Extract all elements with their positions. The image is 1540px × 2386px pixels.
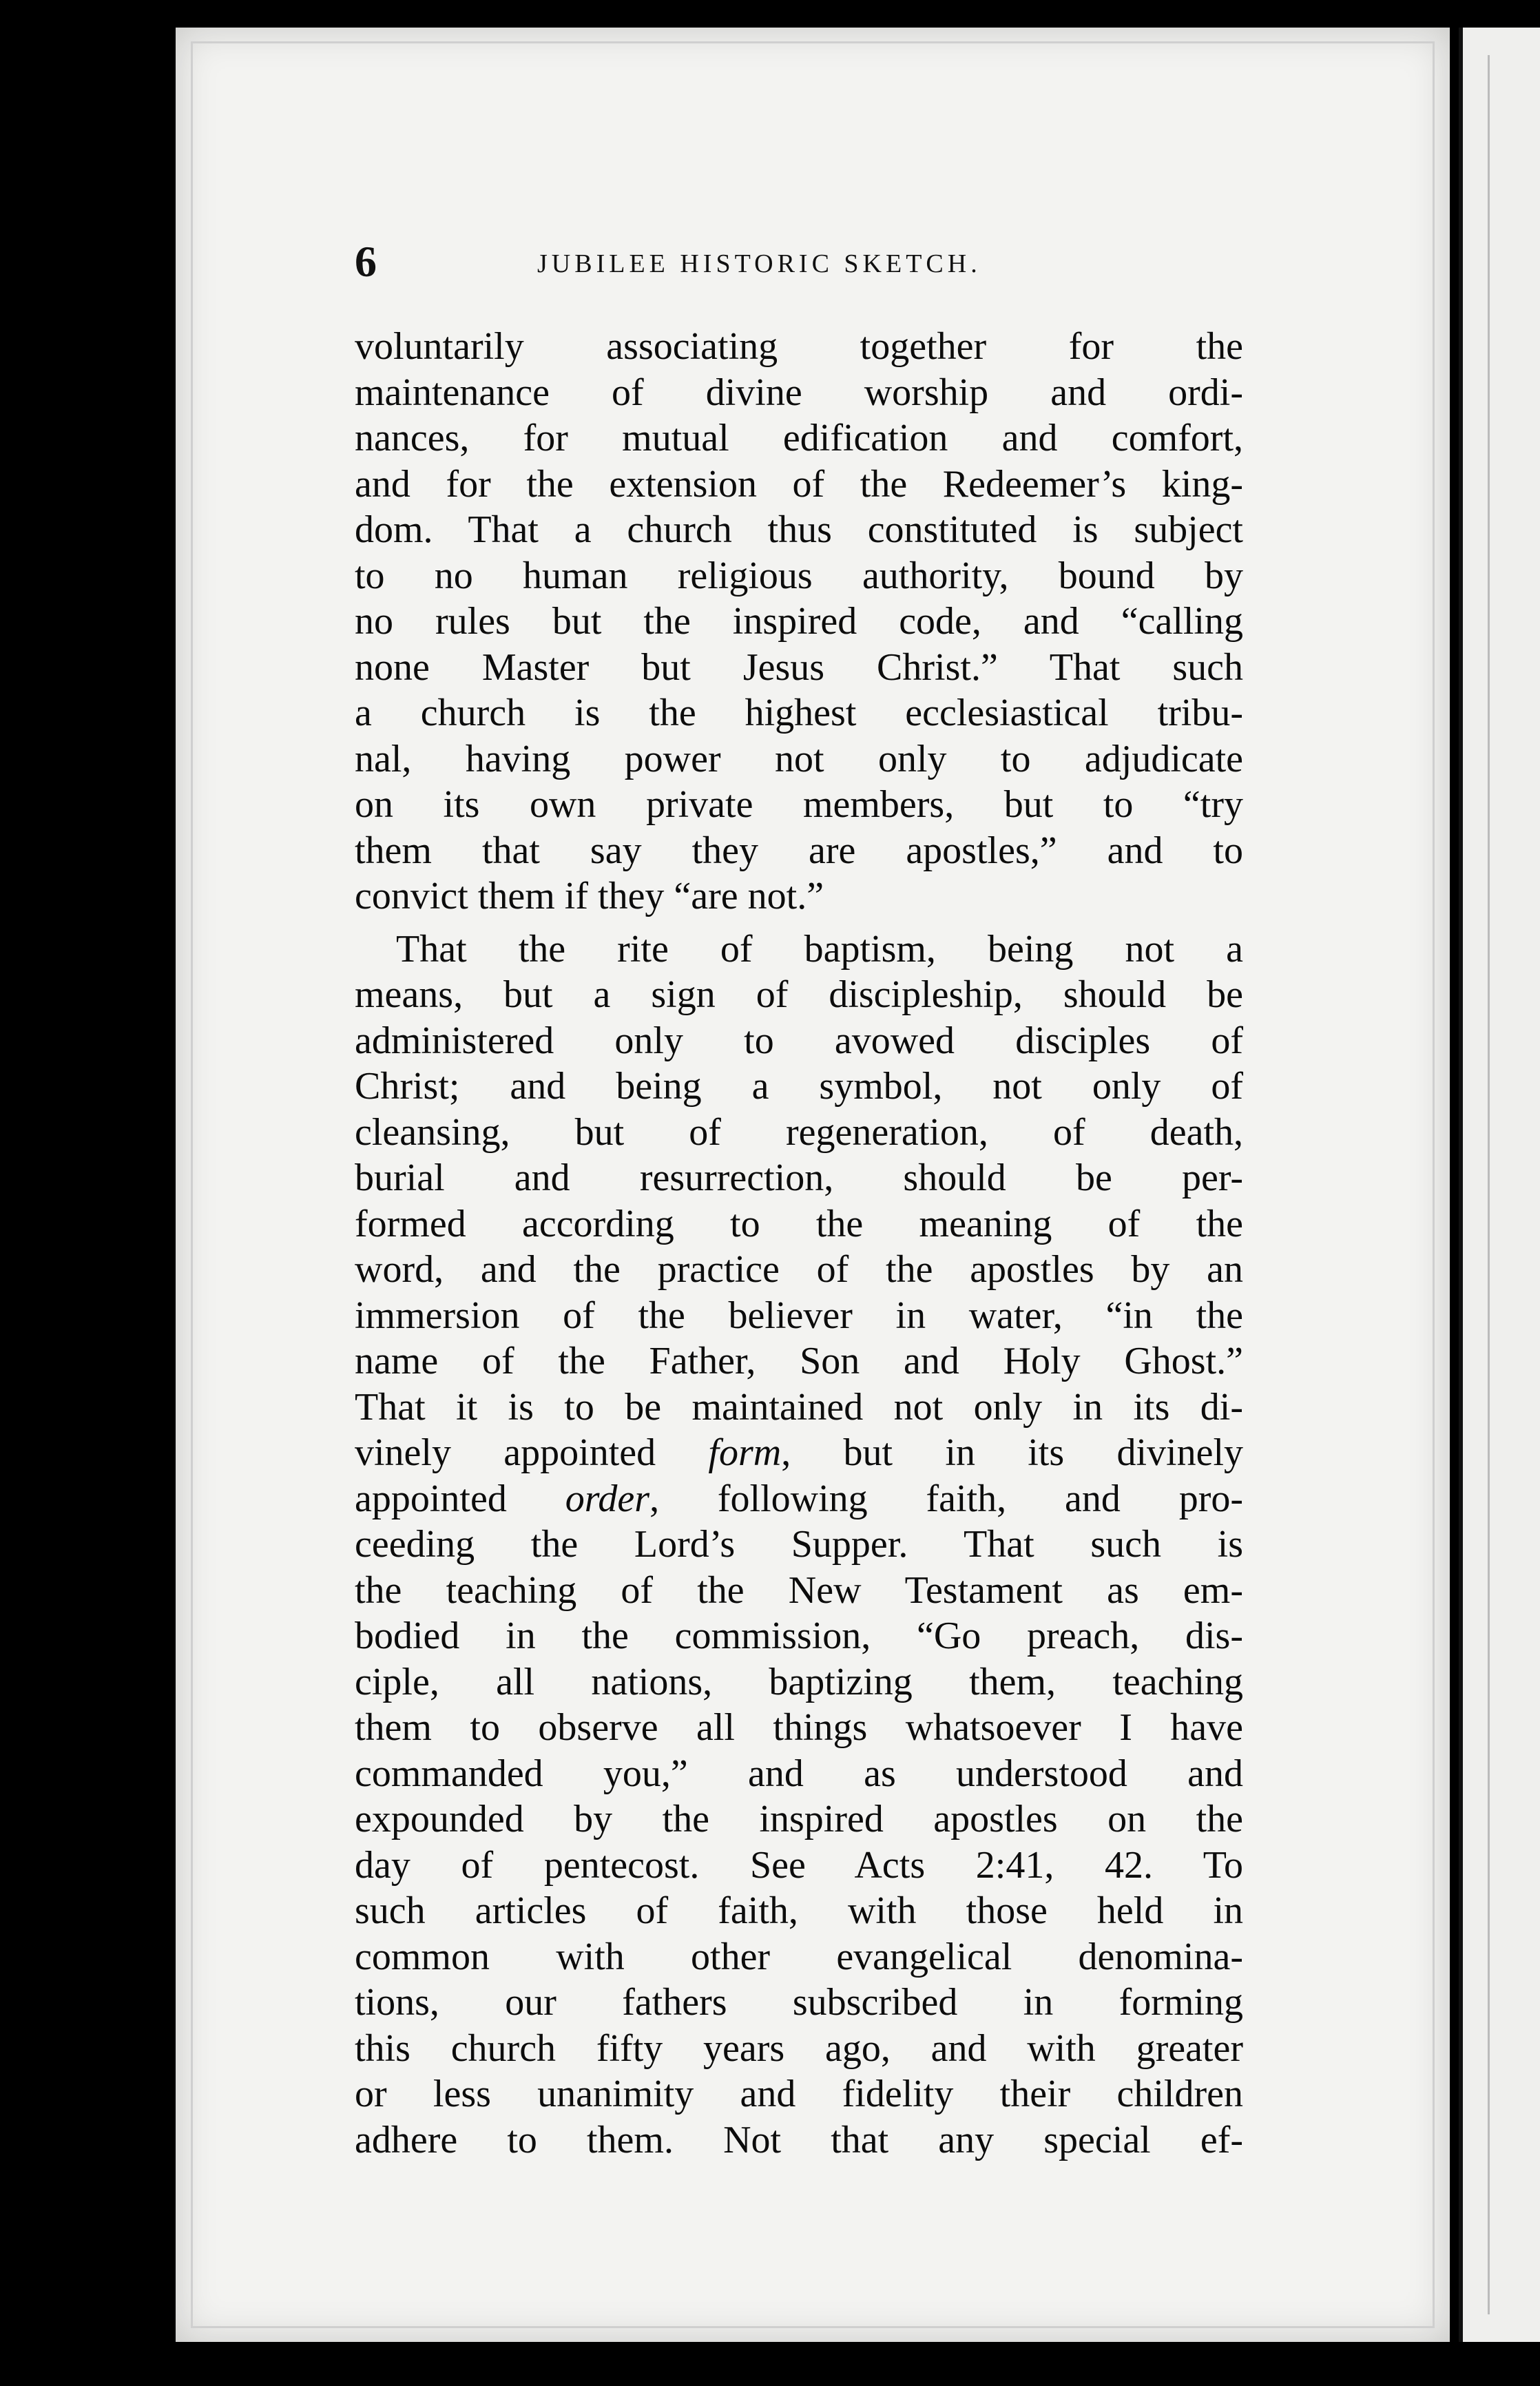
text-line: nal, having power not only to adjudicate <box>355 737 1243 780</box>
body-text <box>355 324 1243 2163</box>
paragraph-2 <box>355 926 1243 2164</box>
adjacent-page-rule <box>1488 55 1490 2314</box>
text-line: vinely appointed form, but in its divinely <box>355 1431 1243 1474</box>
text-line: the teaching of the New Testament as em- <box>355 1568 1243 1612</box>
text-line: cleansing, but of regeneration, of death, <box>355 1110 1243 1154</box>
text-line: them to observe all things whatsoever I have <box>355 1706 1243 1749</box>
text-line: Christ; and being a symbol, not only of <box>355 1065 1243 1108</box>
text-line: bodied in the commission, “Go preach, dis- <box>355 1615 1243 1657</box>
text-line: burial and resurrection, should be per- <box>355 1156 1243 1199</box>
text-line: a church is the highest ecclesiastical tribu- <box>355 692 1243 734</box>
text-line: convict them if they “are not.” <box>355 875 824 917</box>
text-line: That the rite of baptism, being not a <box>396 927 1243 971</box>
text-line: this church fifty years ago, and with greater <box>355 2026 1243 2070</box>
paragraph-1 <box>355 324 1243 920</box>
text-line: or less unanimity and fidelity their children <box>355 2073 1243 2115</box>
text-line: ciple, all nations, baptizing them, teaching <box>355 1660 1243 1703</box>
text-line: ceeding the Lord’s Supper. That such is <box>355 1523 1243 1566</box>
text-line: nances, for mutual edification and comfort, <box>355 417 1243 459</box>
text-line: on its own private members, but to “try <box>355 783 1243 826</box>
text-line: none Master but Jesus Christ.” That such <box>355 645 1243 689</box>
text-line: commanded you,” and as understood and <box>355 1752 1243 1795</box>
running-title: JUBILEE HISTORIC SKETCH. <box>537 249 981 278</box>
adjacent-page-edge <box>1459 28 1540 2342</box>
text-line: That it is to be maintained not only in its di- <box>355 1385 1243 1429</box>
text-line: them that say they are apostles,” and to <box>355 829 1243 872</box>
text-line: expounded by the inspired apostles on the <box>355 1798 1243 1840</box>
text-line: administered only to avowed disciples of <box>355 1019 1243 1062</box>
text-line: and for the extension of the Redeemer’s king- <box>355 462 1243 506</box>
running-head <box>355 234 1112 289</box>
text-line: to no human religious authority, bound by <box>355 554 1243 597</box>
text-line: day of pentecost. See Acts 2:41, 42. To <box>355 1843 1243 1887</box>
text-line: voluntarily associating together for the <box>355 325 1243 368</box>
text-line: formed according to the meaning of the <box>355 1202 1243 1245</box>
text-line: dom. That a church thus constituted is subject <box>355 508 1243 551</box>
text-line: adhere to them. Not that any special ef- <box>355 2118 1243 2161</box>
text-line: maintenance of divine worship and ordi- <box>355 371 1243 414</box>
text-line: word, and the practice of the apostles by an <box>355 1248 1243 1291</box>
text-line: means, but a sign of discipleship, should be <box>355 973 1243 1016</box>
text-line: tions, our fathers subscribed in forming <box>355 1981 1243 2024</box>
text-line: name of the Father, Son and Holy Ghost.” <box>355 1340 1243 1382</box>
text-line: appointed order, following faith, and pro- <box>355 1477 1244 1520</box>
page-number: 6 <box>355 237 377 286</box>
text-line: immersion of the believer in water, “in the <box>355 1294 1243 1337</box>
text-line: common with other evangelical denomina- <box>355 1935 1243 1978</box>
text-line: such articles of faith, with those held in <box>355 1889 1243 1932</box>
text-line: no rules but the inspired code, and “calling <box>355 600 1243 643</box>
